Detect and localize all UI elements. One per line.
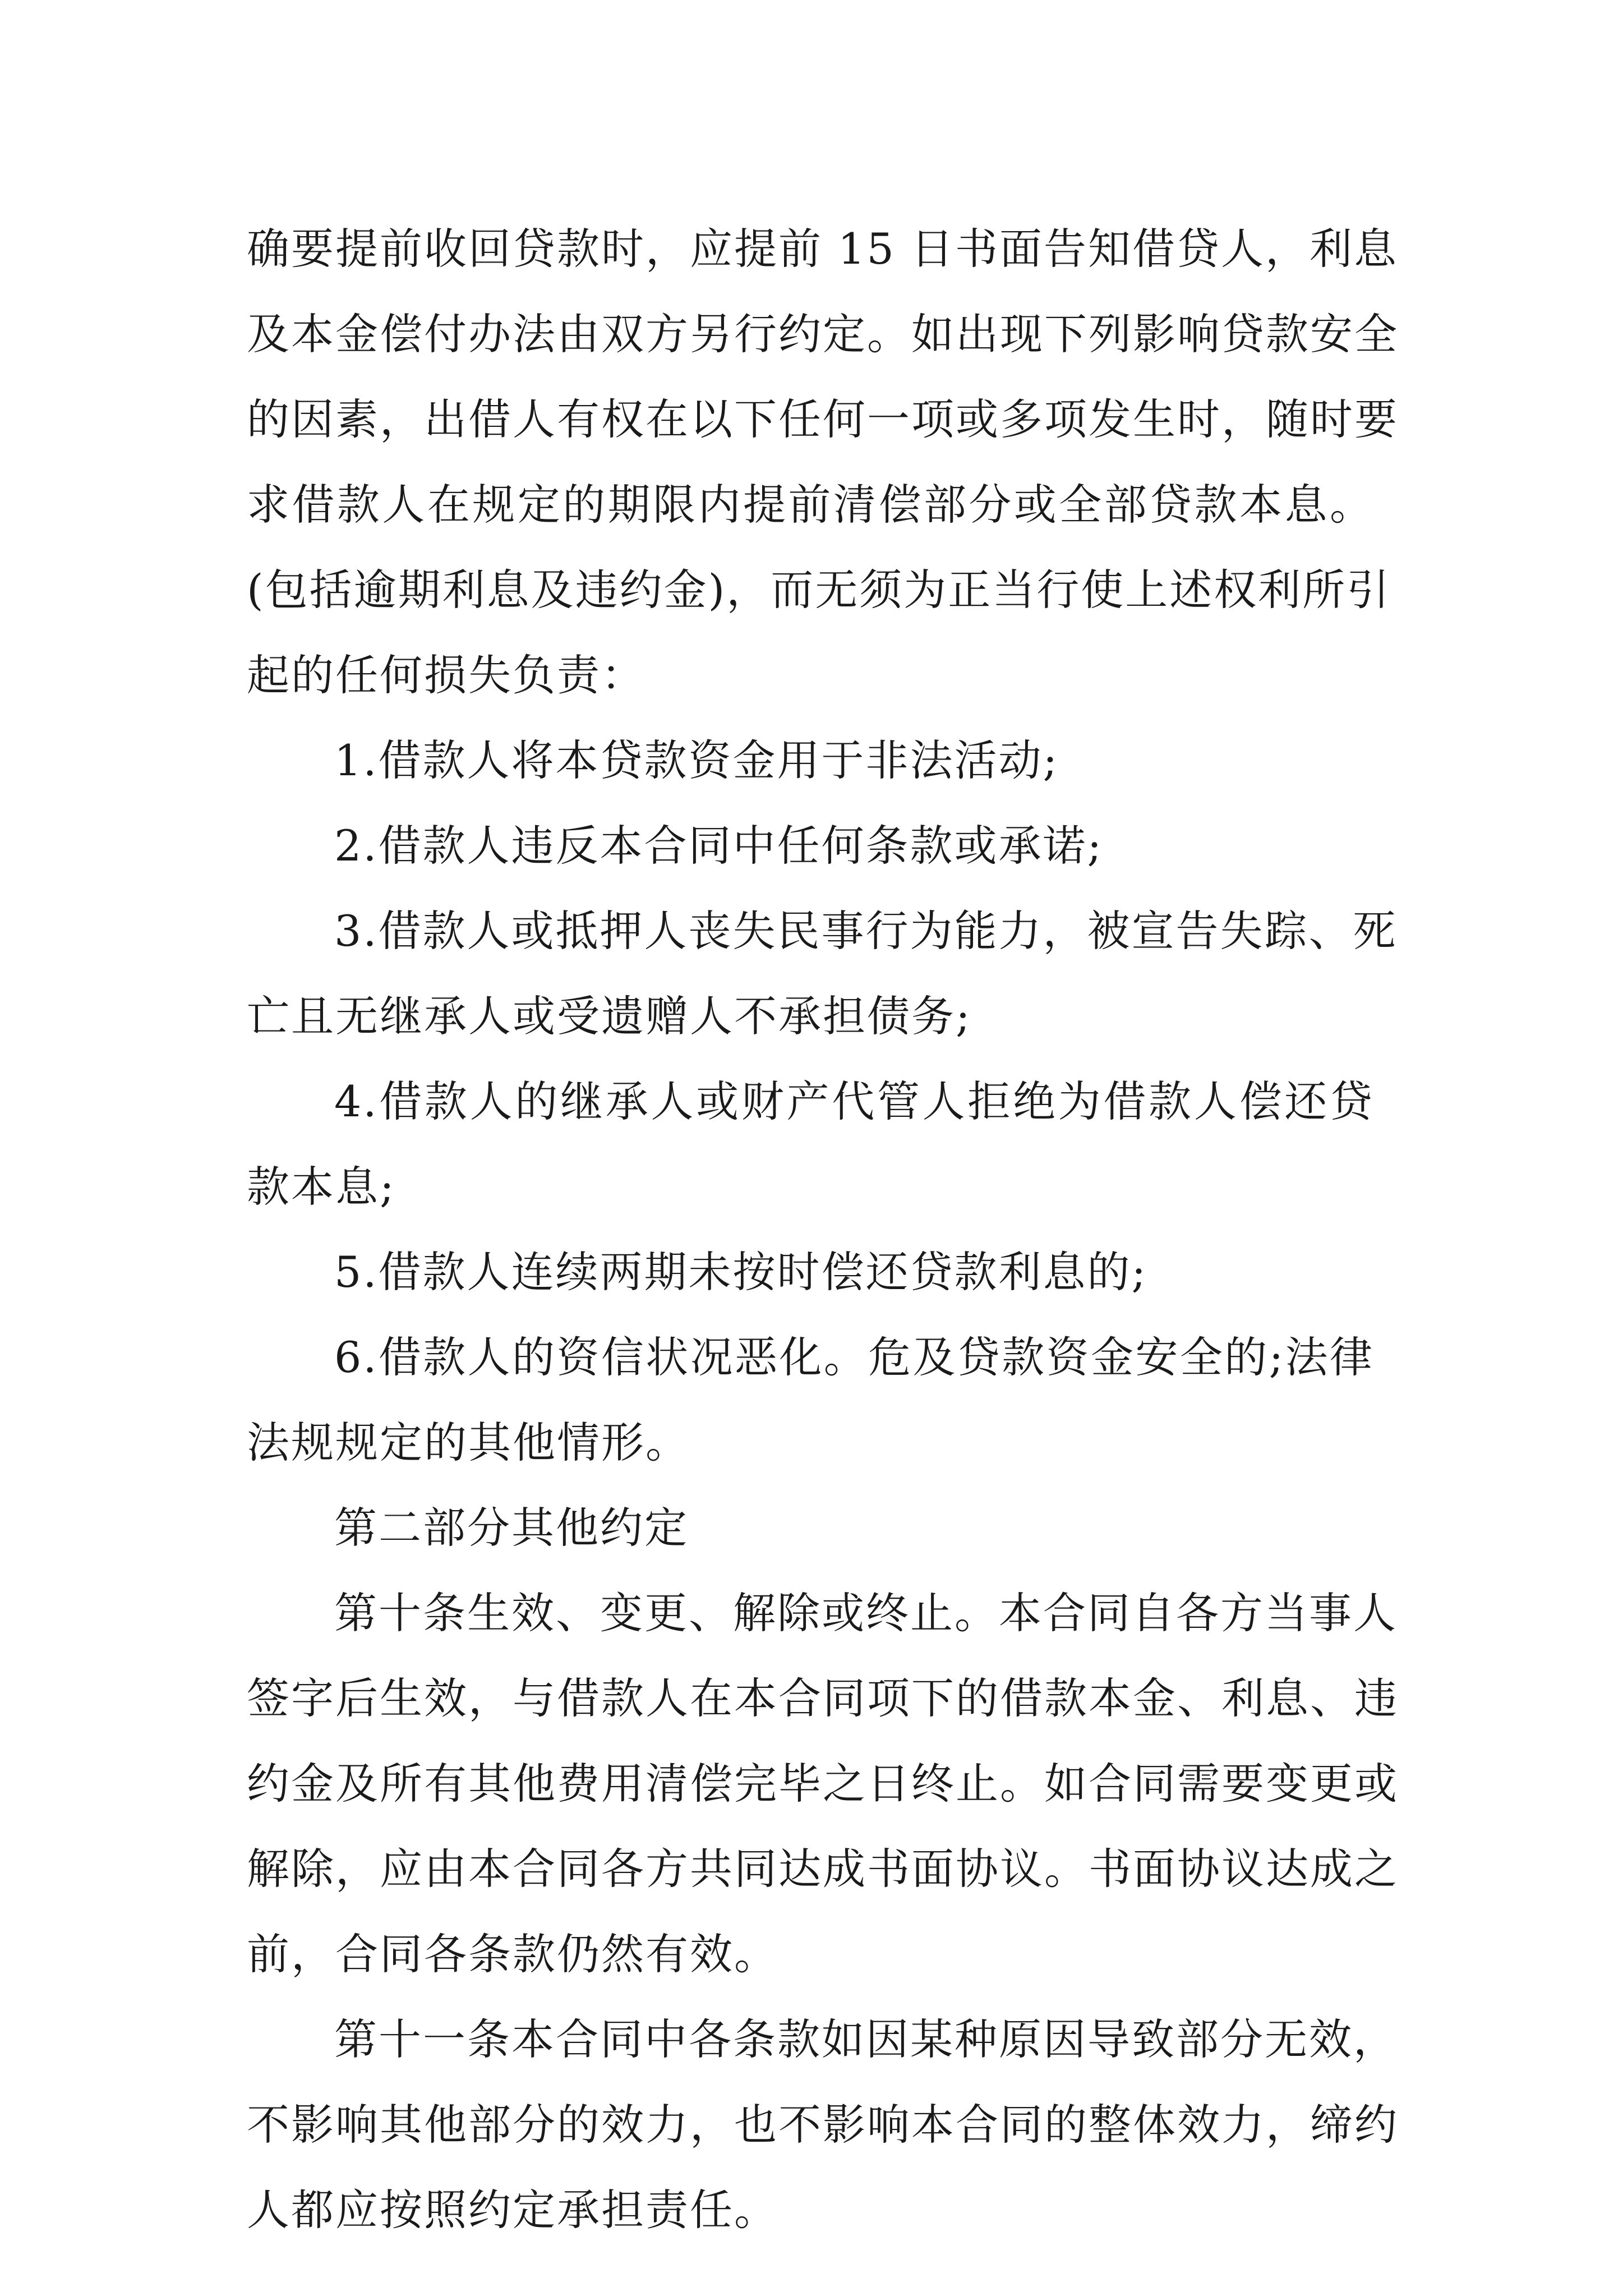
text-line: 亡且无继承人或受遗赠人不承担债务; [247,991,972,1041]
text-line: 第二部分其他约定 [334,1503,689,1553]
text-line: 法规规定的其他情形。 [247,1418,690,1467]
text-line: 求借款人在规定的期限内提前清偿部分或全部贷款本息。 [247,480,1374,530]
text-line: 人都应按照约定承担责任。 [247,2185,778,2235]
text-line: 2.借款人违反本合同中任何条款或承诺; [334,821,1104,871]
text-line: 4.借款人的继承人或财产代管人拒绝为借款人偿还贷 [334,1076,1374,1126]
text-line: (包括逾期利息及违约金)，而无须为正当行使上述权利所引 [247,565,1391,615]
text-line: 约金及所有其他费用清偿完毕之日终止。如合同需要变更或 [247,1759,1399,1809]
text-line: 款本息; [247,1162,396,1212]
text-line: 确要提前收回贷款时，应提前 15 日书面告知借贷人，利息 [247,224,1399,274]
text-line: 前，合同各条款仍然有效。 [247,1929,778,1979]
text-line: 5.借款人连续两期未按时偿还贷款利息的; [334,1247,1148,1297]
text-line: 6.借款人的资信状况恶化。危及贷款资金安全的;法律 [334,1332,1374,1382]
text-line: 的因素，出借人有权在以下任何一项或多项发生时，随时要 [247,394,1399,444]
text-line: 签字后生效，与借款人在本合同项下的借款本金、利息、违 [247,1673,1399,1723]
text-line: 起的任何损失负责： [247,650,645,700]
text-line: 第十一条本合同中各条款如因某种原因导致部分无效， [334,2014,1398,2064]
text-line: 1.借款人将本贷款资金用于非法活动; [334,735,1059,785]
text-line: 解除，应由本合同各方共同达成书面协议。书面协议达成之 [247,1844,1399,1894]
text-line: 3.借款人或抵押人丧失民事行为能力，被宣告失踪、死 [334,906,1398,956]
text-line: 不影响其他部分的效力，也不影响本合同的整体效力，缔约 [247,2100,1399,2150]
text-line: 及本金偿付办法由双方另行约定。如出现下列影响贷款安全 [247,309,1399,359]
document-body [247,206,1399,2253]
text-line: 第十条生效、变更、解除或终止。本合同自各方当事人 [334,1588,1398,1638]
